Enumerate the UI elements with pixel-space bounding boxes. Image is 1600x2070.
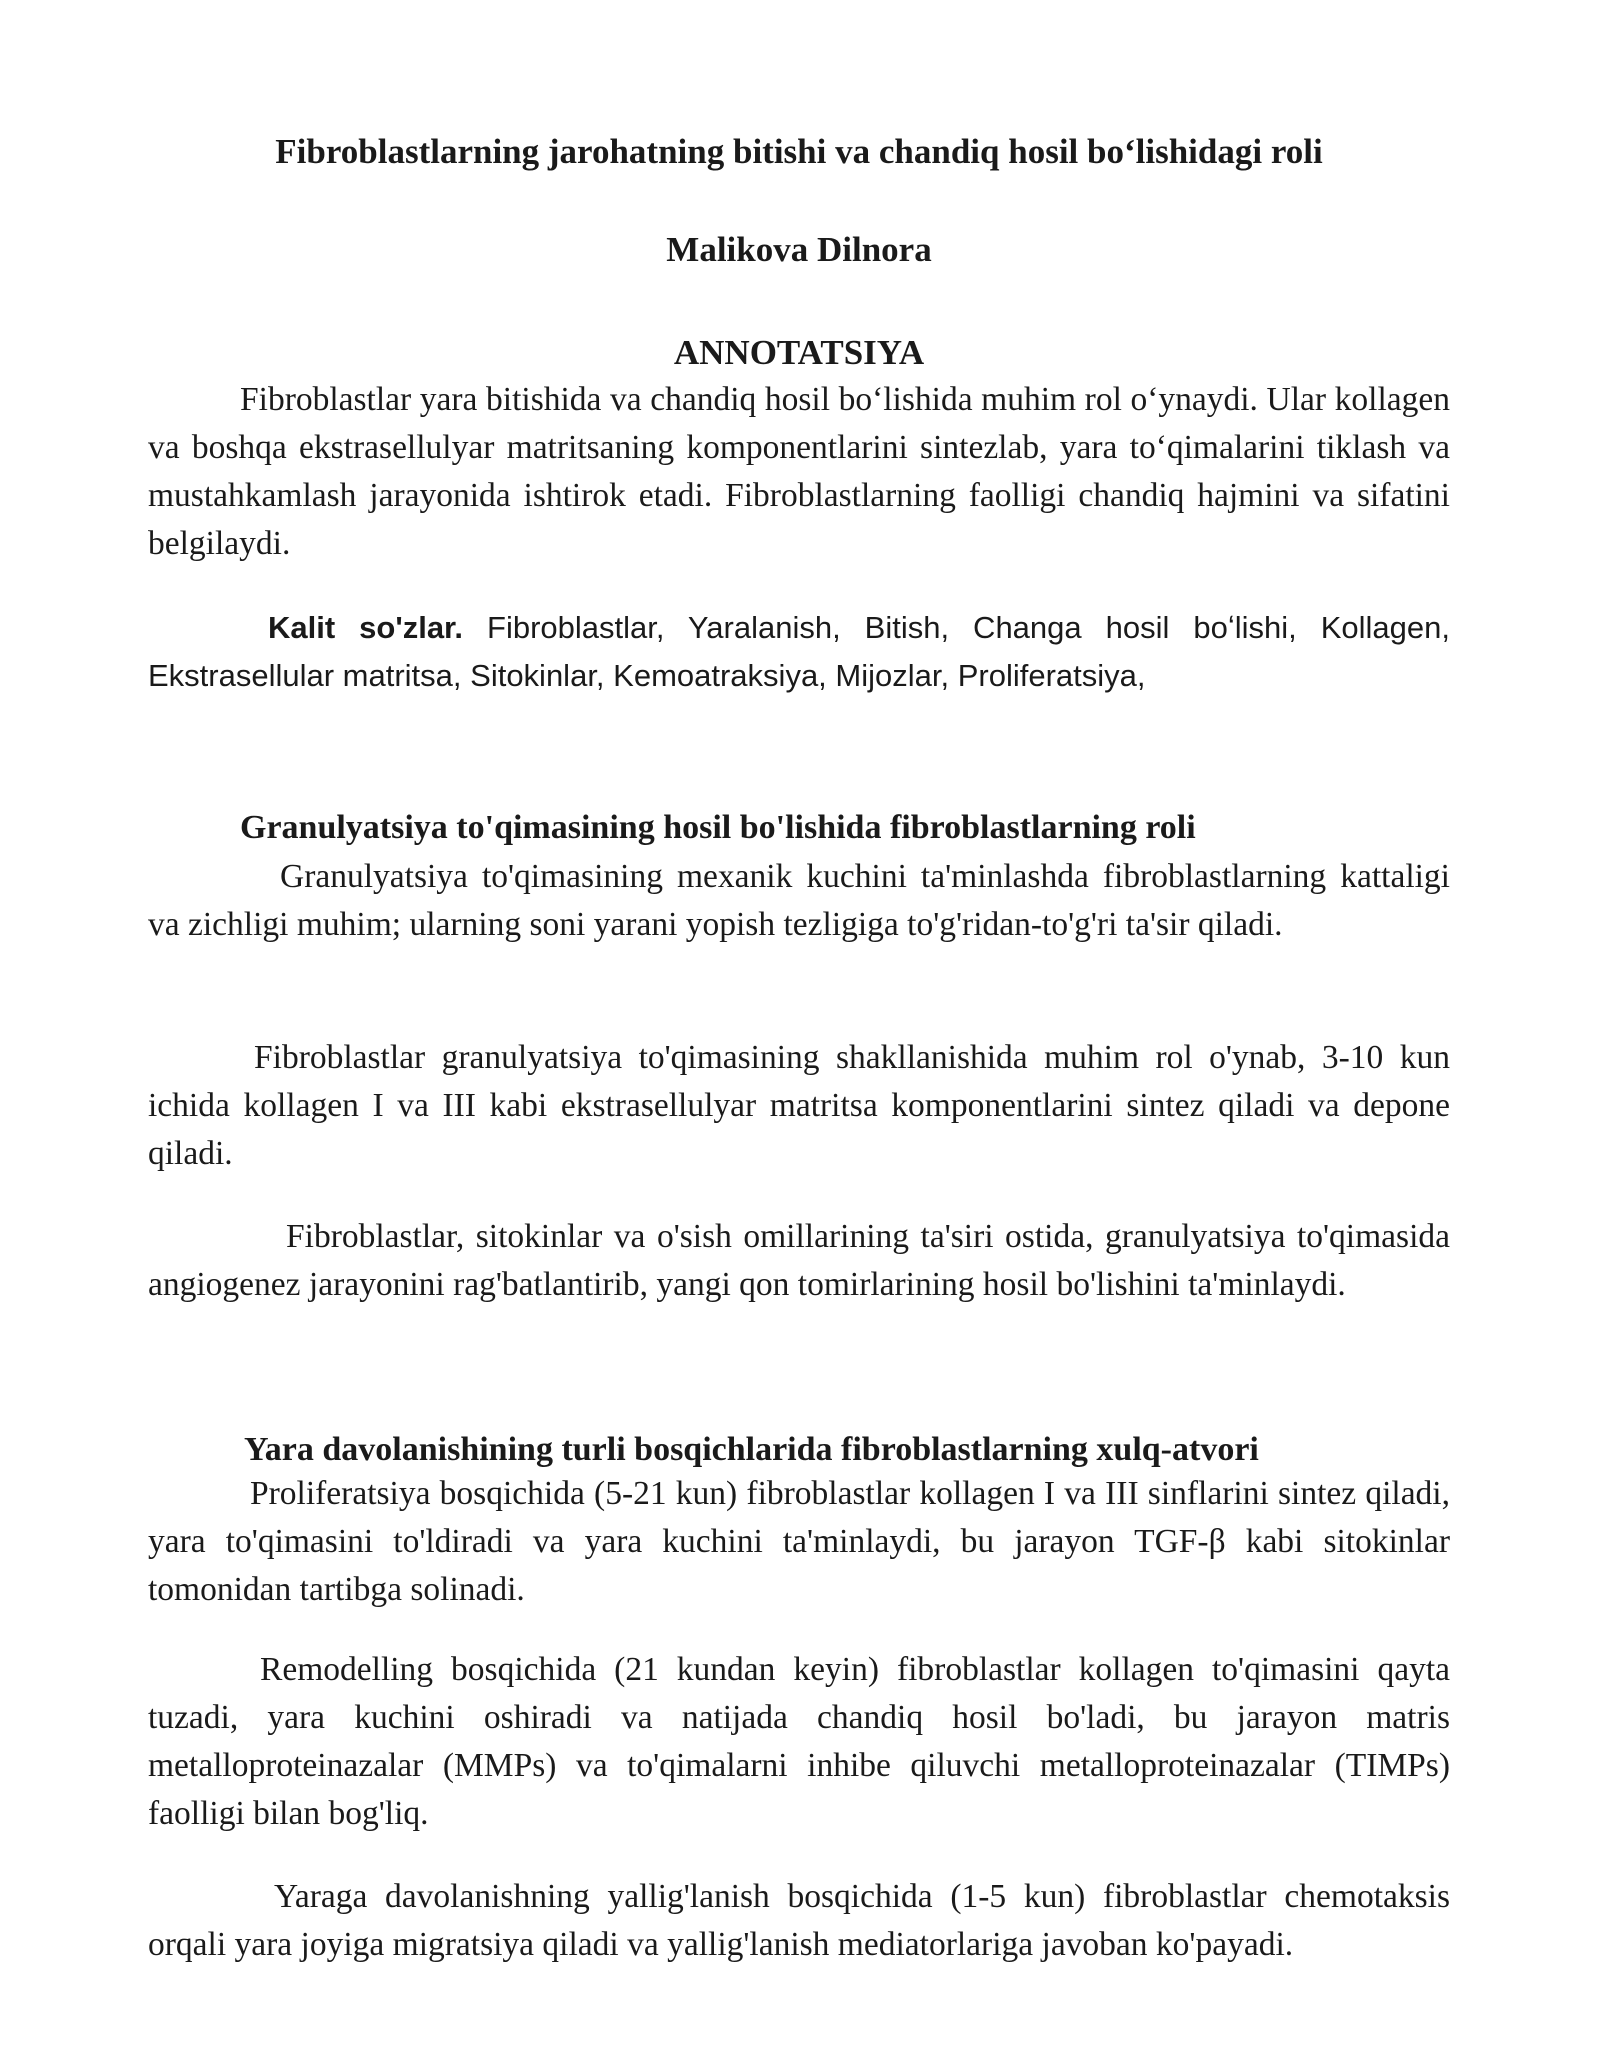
keywords-text: Fibroblastlar, Yaralanish, Bitish, Changa hosil boʻlishi, Kollagen, Ekstrasellular matritsa, Sitokinlar, Kemoatraksiya, Mijozlar, Proliferatsiya, [148,610,1450,693]
section2-paragraph-2: Remodelling bosqichida (21 kundan keyin) fibroblastlar kollagen to'qimasini qayta tuzadi, yara kuchini oshiradi va natijada chandiq hosil bo'ladi, bu jarayon matris metalloproteinazalar (MMPs) va to'qimalarni inhibe qiluvchi metalloproteinazalar (TIMPs) faolligi bilan bog'liq. [148,1651,1450,1832]
abstract-heading: ANNOTATSIYA [673,333,925,372]
section1-paragraph-1: Granulyatsiya to'qimasining mexanik kuchini ta'minlashda fibroblastlarning kattaligi va zichligi muhim; ularning soni yarani yopish tezligiga to'g'ridan-to'g'ri ta'sir qiladi. [148,858,1450,943]
section1-paragraph-2: Fibroblastlar granulyatsiya to'qimasining shakllanishida muhim rol o'ynab, 3-10 kun ichida kollagen I va III kabi ekstrasellulyar matritsa komponentlarini sintez qiladi va depone qiladi. [148,1039,1450,1172]
keywords-paragraph [148,604,1450,700]
section2-paragraph-1: Proliferatsiya bosqichida (5-21 kun) fibroblastlar kollagen I va III sinflarini sintez qiladi, yara to'qimasini to'ldiradi va yara kuchini ta'minlaydi, bu jarayon TGF-β kabi sitokinlar tomonidan tartibga solinadi. [148,1475,1450,1608]
abstract-text: Fibroblastlar yara bitishida va chandiq hosil boʻlishida muhim rol oʻynaydi. Ular kollagen va boshqa ekstrasellulyar matritsaning komponentlarini sintezlab, yara toʻqimalarini tiklash va mustahkamlash jarayonida ishtirok etadi. Fibroblastlarning faolligi chandiq hajmini va sifatini belgilaydi. [148,381,1450,562]
section1-paragraph-3: Fibroblastlar, sitokinlar va o'sish omillarining ta'siri ostida, granulyatsiya to'qimasida angiogenez jarayonini rag'batlantirib, yangi qon tomirlarining hosil bo'lishini ta'minlaydi. [148,1218,1450,1303]
document-page [148,0,1450,2070]
paper-title: Fibroblastlarning jarohatning bitishi va chandiq hosil boʻlishidagi roli [275,132,1323,171]
section-heading-wound-stages: Yara davolanishining turli bosqichlarida fibroblastlarning xulq-atvori [244,1431,1259,1468]
section-heading-granulation: Granulyatsiya to'qimasining hosil bo'lishida fibroblastlarning roli [240,809,1196,846]
author-name: Malikova Dilnora [666,230,932,269]
section2-paragraph-3: Yaraga davolanishning yallig'lanish bosqichida (1-5 kun) fibroblastlar chemotaksis orqali yara joyiga migratsiya qiladi va yallig'lanish mediatorlariga javoban ko'payadi. [148,1878,1450,1963]
keywords-label: Kalit so'zlar. [268,610,464,645]
